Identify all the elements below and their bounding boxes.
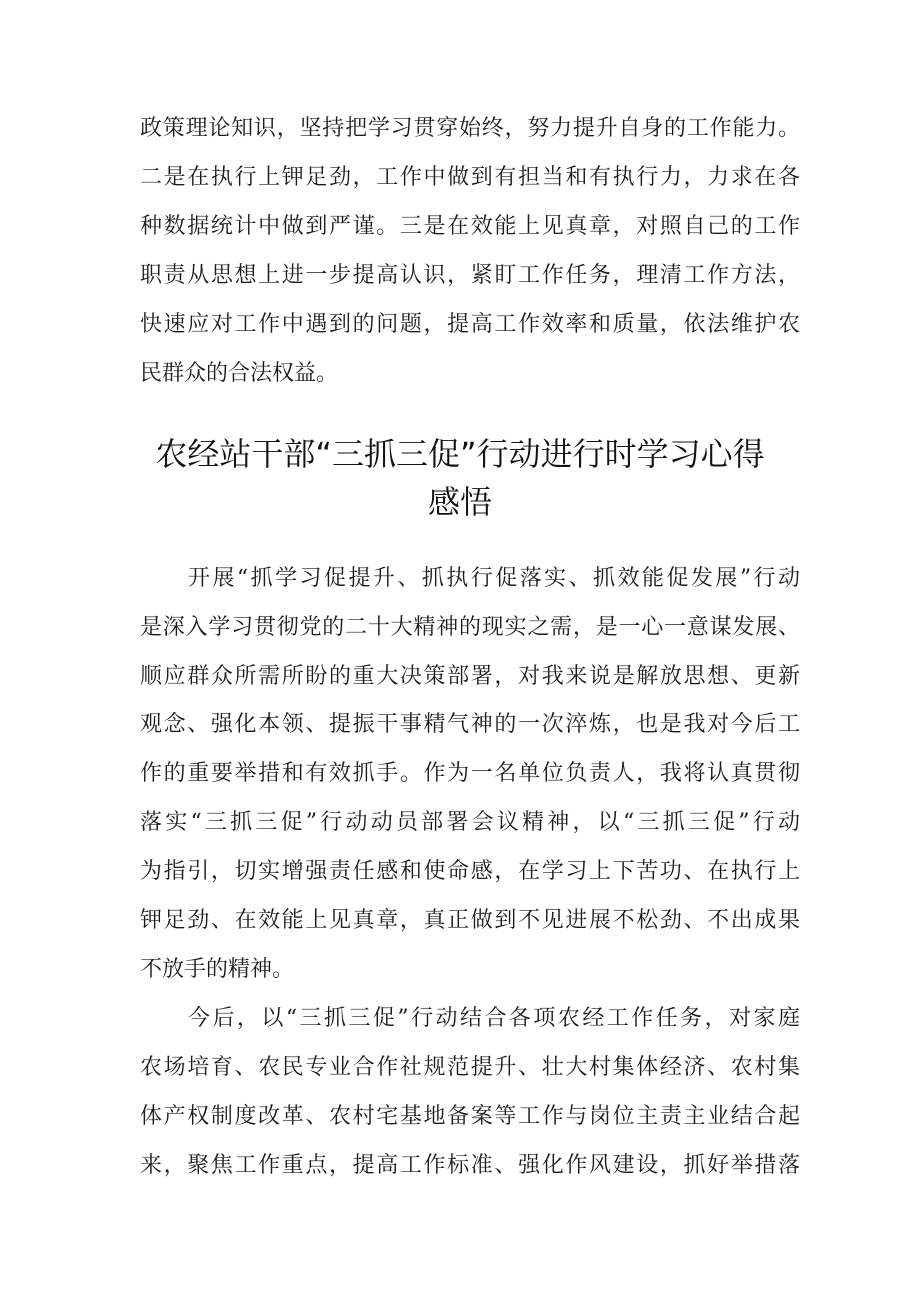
prev-text-line: 种数据统计中做到严谨。三是在效能上见真章，对照自己的工作 — [140, 214, 800, 239]
prev-text-line: 职责从思想上进一步提高认识，紧盯工作任务，理清工作方法， — [140, 263, 800, 288]
paragraph-2-line: 农场培育、农民专业合作社规范提升、壮大村集体经济、农村集 — [140, 1055, 800, 1080]
paragraph-2-line: 今后，以“三抓三促”行动结合各项农经工作任务，对家庭 — [188, 1006, 800, 1031]
paragraph-1-line: 不放手的精神。 — [140, 957, 295, 982]
paragraph-1-line: 顺应群众所需所盼的重大决策部署，对我来说是解放思想、更新 — [140, 664, 800, 689]
paragraph-1-line: 为指引，切实增强责任感和使命感，在学习上下苦功、在执行上 — [140, 859, 800, 884]
article-title-line-2: 感悟 — [427, 483, 492, 521]
prev-text-line: 政策理论知识，坚持把学习贯穿始终，努力提升自身的工作能力。 — [140, 116, 800, 141]
paragraph-1-line: 开展“抓学习促提升、抓执行促落实、抓效能促发展”行动 — [188, 566, 800, 591]
paragraph-1-line: 落实“三抓三促”行动动员部署会议精神，以“三抓三促”行动 — [140, 810, 800, 835]
prev-text-line: 快速应对工作中遇到的问题，提高工作效率和质量，依法维护农 — [140, 312, 800, 337]
prev-text-line: 二是在执行上钾足劲，工作中做到有担当和有执行力，力求在各 — [140, 165, 800, 190]
paragraph-1-line: 作的重要举措和有效抓手。作为一名单位负责人，我将认真贯彻 — [140, 761, 800, 786]
paragraph-1-line: 是深入学习贯彻党的二十大精神的现实之需，是一心一意谋发展、 — [140, 615, 800, 640]
paragraph-2-line: 体产权制度改革、农村宅基地备案等工作与岗位主责主业结合起 — [140, 1104, 800, 1129]
article-title-line-1: 农经站干部“三抓三促”行动进行时学习心得 — [155, 435, 765, 473]
paragraph-1-line: 观念、强化本领、提振干事精气神的一次淬炼，也是我对今后工 — [140, 712, 800, 737]
prev-text-line: 民群众的合法权益。 — [140, 361, 339, 386]
paragraph-2-line: 来，聚焦工作重点，提高工作标准、强化作风建设，抓好举措落 — [140, 1153, 800, 1178]
paragraph-1-line: 钾足劲、在效能上见真章，真正做到不见进展不松劲、不出成果 — [140, 908, 800, 933]
